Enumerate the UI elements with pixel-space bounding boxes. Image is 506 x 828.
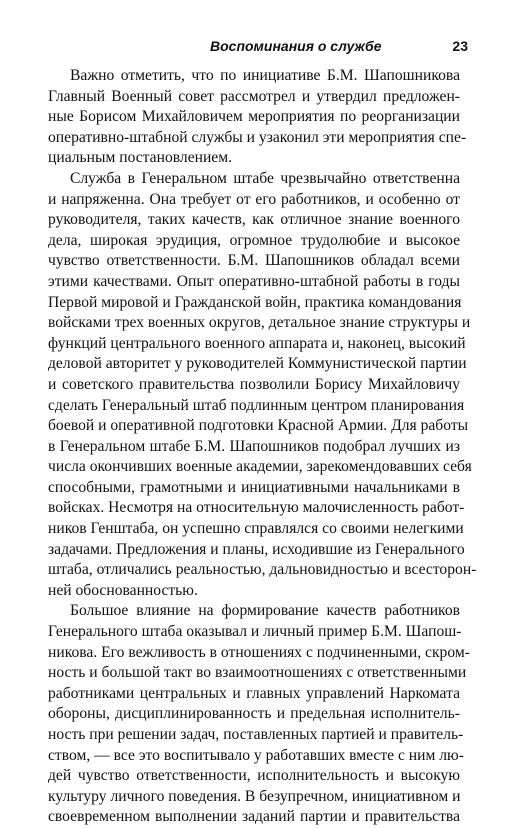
text-line: штаба, отличались реальностью, дальновидностью и всесторон- — [48, 561, 477, 579]
text-line: никова. Его вежливость в отношениях с подчиненными, скром- — [48, 643, 470, 661]
text-line: и напряженна. Она требует от его работников, и особенно от — [48, 190, 460, 208]
running-head — [48, 38, 488, 58]
running-title: Воспоминания о службе — [210, 38, 382, 54]
text-line: деловой авторитет у руководителей Коммунистической партии — [48, 355, 467, 373]
text-line: войсках. Несмотря на относительную малочисленность работ- — [48, 499, 465, 517]
text-line: Генерального штаба оказывал и личный пример Б.М. Шапош- — [48, 623, 462, 641]
text-line: сделать Генеральный штаб подлинным центром планирования — [48, 396, 465, 414]
text-line: задачами. Предложения и планы, исходившие из Генерального — [48, 540, 465, 558]
text-line: Важно отметить, что по инициативе Б.М. Шапошникова — [70, 67, 460, 84]
text-line: ность при решении задач, поставленных партией и правитель- — [48, 726, 464, 743]
body-text — [48, 66, 477, 828]
text-line: способными, грамотными и инициативными начальниками в — [48, 478, 460, 496]
text-line: оперативно-штабной службы и узаконил эти мероприятия спе- — [48, 128, 467, 146]
text-line: ством, — все это воспитывало у работавших вместе с ним лю- — [48, 746, 464, 764]
page-number: 23 — [452, 38, 468, 54]
text-line: войсками трех военных округов, детальное знание структуры и — [48, 314, 471, 332]
text-line: ность и большой такт во взаимоотношениях с ответственными — [48, 664, 467, 682]
text-line: работниками центральных и главных управлений Наркомата — [48, 684, 460, 702]
text-line: и советского правительства позволили Борису Михайловичу — [48, 375, 460, 393]
text-line: боевой и оперативной подготовки Красной Армии. Для работы — [48, 417, 469, 435]
text-line: этими качествами. Опыт оперативно-штабной работы в годы — [48, 272, 460, 290]
text-line: дей чувство ответственности, исполнительность и высокую — [48, 767, 460, 785]
text-line: своевременном выполнении заданий партии и правительства — [48, 808, 460, 826]
text-line: Первой мировой и Гражданской войн, практика командования — [48, 293, 462, 311]
text-line: ней обоснованностью. — [48, 581, 198, 599]
text-line: Большое влияние на формирование качеств работников — [70, 602, 460, 620]
text-line: обороны, дисциплинированность и предельная исполнитель- — [48, 705, 460, 723]
text-line: Главный Военный совет рассмотрел и утвердил предложен- — [48, 87, 460, 105]
text-line: культуру личного поведения. В безупречном, инициативном и — [48, 787, 461, 805]
text-line: ников Генштаба, он успешно справлялся со своими нелегкими — [48, 520, 464, 538]
text-line: руководителя, таких качеств, как отличное знание военного — [48, 211, 460, 229]
text-line: дела, широкая эрудиция, огромное трудолюбие и высокое — [48, 231, 460, 249]
text-line: чувство ответственности. Б.М. Шапошников обладал всеми — [48, 252, 460, 270]
text-line: Служба в Генеральном штабе чрезвычайно ответственна — [70, 169, 460, 187]
text-line: циальным постановлением. — [48, 149, 232, 167]
text-line: числа окончивших военные академии, зарекомендовавших себя — [48, 458, 472, 476]
text-line: ные Борисом Михайловичем мероприятия по реорганизации — [48, 108, 460, 126]
text-line: функций центрального военного аппарата и, наконец, высокий — [48, 334, 466, 352]
text-line: в Генеральном штабе Б.М. Шапошников подобрал лучших из — [48, 437, 460, 455]
